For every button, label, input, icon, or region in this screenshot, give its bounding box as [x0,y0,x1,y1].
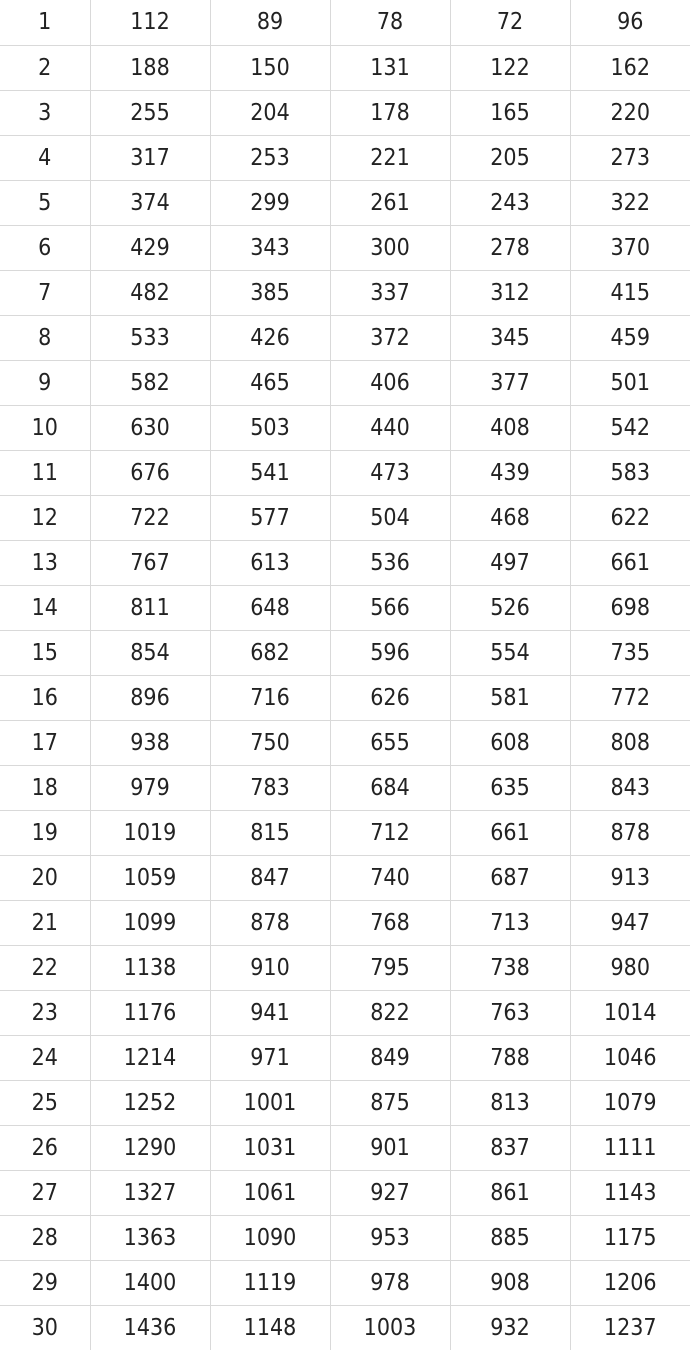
table-cell: 927 [330,1170,450,1215]
table-row [0,90,690,135]
table-row [0,675,690,720]
table-cell: 932 [450,1305,570,1350]
table-row [0,135,690,180]
table-cell: 1003 [330,1305,450,1350]
table-row [0,720,690,765]
table-cell: 243 [450,180,570,225]
table-cell: 822 [330,990,450,1035]
table-cell: 908 [450,1260,570,1305]
table-cell: 1148 [210,1305,330,1350]
table-cell: 712 [330,810,450,855]
table-cell: 1327 [90,1170,210,1215]
table-row [0,270,690,315]
row-index-cell: 12 [0,495,90,540]
table-cell: 847 [210,855,330,900]
table-cell: 661 [450,810,570,855]
table-cell: 473 [330,450,450,495]
table-cell: 1019 [90,810,210,855]
table-cell: 541 [210,450,330,495]
table-cell: 503 [210,405,330,450]
table-cell: 465 [210,360,330,405]
table-cell: 1079 [570,1080,690,1125]
table-cell: 370 [570,225,690,270]
table-cell: 648 [210,585,330,630]
table-row [0,1080,690,1125]
row-index-cell: 24 [0,1035,90,1080]
table-cell: 204 [210,90,330,135]
table-cell: 1001 [210,1080,330,1125]
table-cell: 684 [330,765,450,810]
table-row [0,315,690,360]
table-cell: 96 [570,0,690,45]
table-row [0,360,690,405]
table-cell: 913 [570,855,690,900]
table-cell: 459 [570,315,690,360]
row-index-cell: 27 [0,1170,90,1215]
table-cell: 542 [570,405,690,450]
table-cell: 738 [450,945,570,990]
row-index-cell: 19 [0,810,90,855]
table-cell: 220 [570,90,690,135]
table-cell: 377 [450,360,570,405]
table-cell: 205 [450,135,570,180]
row-index-cell: 30 [0,1305,90,1350]
table-cell: 566 [330,585,450,630]
table-cell: 162 [570,45,690,90]
table-row [0,900,690,945]
table-cell: 596 [330,630,450,675]
table-cell: 980 [570,945,690,990]
table-row [0,45,690,90]
table-cell: 385 [210,270,330,315]
table-cell: 374 [90,180,210,225]
row-index-cell: 4 [0,135,90,180]
table-cell: 317 [90,135,210,180]
table-cell: 843 [570,765,690,810]
table-cell: 971 [210,1035,330,1080]
table-cell: 1143 [570,1170,690,1215]
table-cell: 953 [330,1215,450,1260]
table-cell: 278 [450,225,570,270]
table-cell: 1237 [603,1314,657,1341]
table-cell: 322 [570,180,690,225]
table-cell: 343 [210,225,330,270]
row-index-cell: 2 [0,45,90,90]
table-cell: 885 [450,1215,570,1260]
table-cell: 482 [90,270,210,315]
table-cell: 582 [90,360,210,405]
table-row [0,945,690,990]
table-cell: 1400 [90,1260,210,1305]
table-cell: 878 [570,810,690,855]
table-cell: 150 [210,45,330,90]
table-cell: 626 [330,675,450,720]
row-index-cell: 25 [0,1080,90,1125]
row-index-cell: 15 [0,630,90,675]
table-cell: 978 [330,1260,450,1305]
table-cell: 165 [450,90,570,135]
table-cell: 622 [570,495,690,540]
table-cell: 635 [450,765,570,810]
row-index-cell: 7 [0,270,90,315]
table-cell: 89 [210,0,330,45]
row-index-cell: 22 [0,945,90,990]
table-cell: 536 [330,540,450,585]
table-cell: 1252 [90,1080,210,1125]
table-cell: 875 [330,1080,450,1125]
table-cell: 783 [210,765,330,810]
table-cell: 861 [450,1170,570,1215]
row-index-cell: 5 [0,180,90,225]
table-cell: 312 [450,270,570,315]
table-cell: 713 [450,900,570,945]
table-cell: 811 [90,585,210,630]
table-cell: 608 [450,720,570,765]
table-cell: 788 [450,1035,570,1080]
table-cell: 439 [450,450,570,495]
table-cell: 131 [330,45,450,90]
table-cell: 440 [330,405,450,450]
row-index-cell: 21 [0,900,90,945]
row-index-cell: 8 [0,315,90,360]
table-row [0,0,690,45]
table-cell: 504 [330,495,450,540]
table-cell: 772 [570,675,690,720]
table-cell: 1176 [90,990,210,1035]
table-cell: 767 [90,540,210,585]
table-cell: 661 [570,540,690,585]
table-cell: 947 [570,900,690,945]
table-cell: 261 [330,180,450,225]
table-cell: 910 [210,945,330,990]
row-index-cell: 9 [0,360,90,405]
table-cell: 1046 [570,1035,690,1080]
table-cell: 577 [210,495,330,540]
table-cell: 1138 [90,945,210,990]
row-index-cell: 1 [0,0,90,45]
row-index-cell: 16 [0,675,90,720]
table-cell: 273 [570,135,690,180]
table-row [0,1035,690,1080]
table-cell: 72 [450,0,570,45]
table-cell: 1119 [210,1260,330,1305]
table-cell: 808 [570,720,690,765]
table-cell: 501 [570,360,690,405]
table-cell: 426 [210,315,330,360]
table-row [0,405,690,450]
table-cell: 687 [450,855,570,900]
table-cell: 722 [90,495,210,540]
row-index-cell: 17 [0,720,90,765]
table-row [0,450,690,495]
table-row [0,855,690,900]
table-row [0,990,690,1035]
table-row [0,180,690,225]
table-cell: 813 [450,1080,570,1125]
table-cell: 533 [90,315,210,360]
row-index-cell: 6 [0,225,90,270]
table-cell: 497 [450,540,570,585]
row-index-cell: 20 [0,855,90,900]
table-row [0,225,690,270]
row-index-cell: 14 [0,585,90,630]
table-cell: 1363 [90,1215,210,1260]
table-cell: 837 [450,1125,570,1170]
table-cell: 716 [210,675,330,720]
table-cell: 1090 [210,1215,330,1260]
row-index-cell: 11 [0,450,90,495]
row-index-cell: 29 [0,1260,90,1305]
table-cell: 854 [90,630,210,675]
table-row [0,1215,690,1260]
table-cell: 735 [570,630,690,675]
table-cell: 740 [330,855,450,900]
table-cell: 896 [90,675,210,720]
table-cell: 750 [210,720,330,765]
table-cell: 554 [450,630,570,675]
table-cell: 849 [330,1035,450,1080]
table-cell: 763 [450,990,570,1035]
table-cell: 941 [210,990,330,1035]
table-cell: 1436 [90,1305,210,1350]
table-cell: 406 [330,360,450,405]
table-cell: 415 [570,270,690,315]
table-cell: 583 [570,450,690,495]
table-cell: 1099 [90,900,210,945]
table-cell: 901 [330,1125,450,1170]
table-cell: 178 [330,90,450,135]
table-cell: 682 [210,630,330,675]
table-cell: 255 [90,90,210,135]
row-index-cell: 10 [0,405,90,450]
table-cell: 408 [450,405,570,450]
table-cell: 938 [90,720,210,765]
table-cell: 1061 [210,1170,330,1215]
table-cell: 768 [330,900,450,945]
table-cell: 78 [330,0,450,45]
table-row [0,1305,690,1350]
table-cell: 188 [90,45,210,90]
table-row [0,1170,690,1215]
table-row [0,585,690,630]
table-cell: 1031 [210,1125,330,1170]
table-cell: 1290 [90,1125,210,1170]
table-cell: 613 [210,540,330,585]
row-index-cell: 28 [0,1215,90,1260]
table-cell: 1014 [570,990,690,1035]
table-cell: 878 [210,900,330,945]
table-cell: 253 [210,135,330,180]
table-cell: 630 [90,405,210,450]
table-cell: 337 [330,270,450,315]
table-cell: 1111 [570,1125,690,1170]
table-cell: 979 [90,765,210,810]
table-row [0,1260,690,1305]
table-row [0,765,690,810]
table-cell: 221 [330,135,450,180]
table-cell: 122 [450,45,570,90]
row-index-cell: 3 [0,90,90,135]
table-cell: 112 [90,0,210,45]
table-cell: 526 [450,585,570,630]
row-index-cell: 26 [0,1125,90,1170]
table-cell: 1206 [570,1260,690,1305]
table-cell: 795 [330,945,450,990]
table-cell: 1175 [570,1215,690,1260]
table-cell: 468 [450,495,570,540]
table-cell: 655 [330,720,450,765]
table-cell: 429 [90,225,210,270]
table-row [0,1125,690,1170]
table-row [0,630,690,675]
table-cell: 345 [450,315,570,360]
row-index-cell: 23 [0,990,90,1035]
table-cell: 581 [450,675,570,720]
row-index-cell: 18 [0,765,90,810]
table-cell: 1059 [90,855,210,900]
table-cell: 698 [570,585,690,630]
table-cell: 300 [330,225,450,270]
table-cell: 299 [210,180,330,225]
table-row [0,495,690,540]
table-cell: 372 [330,315,450,360]
table-cell: 815 [210,810,330,855]
row-index-cell: 13 [0,540,90,585]
table-row [0,810,690,855]
table-cell: 1214 [90,1035,210,1080]
table-cell: 676 [90,450,210,495]
table-row [0,540,690,585]
